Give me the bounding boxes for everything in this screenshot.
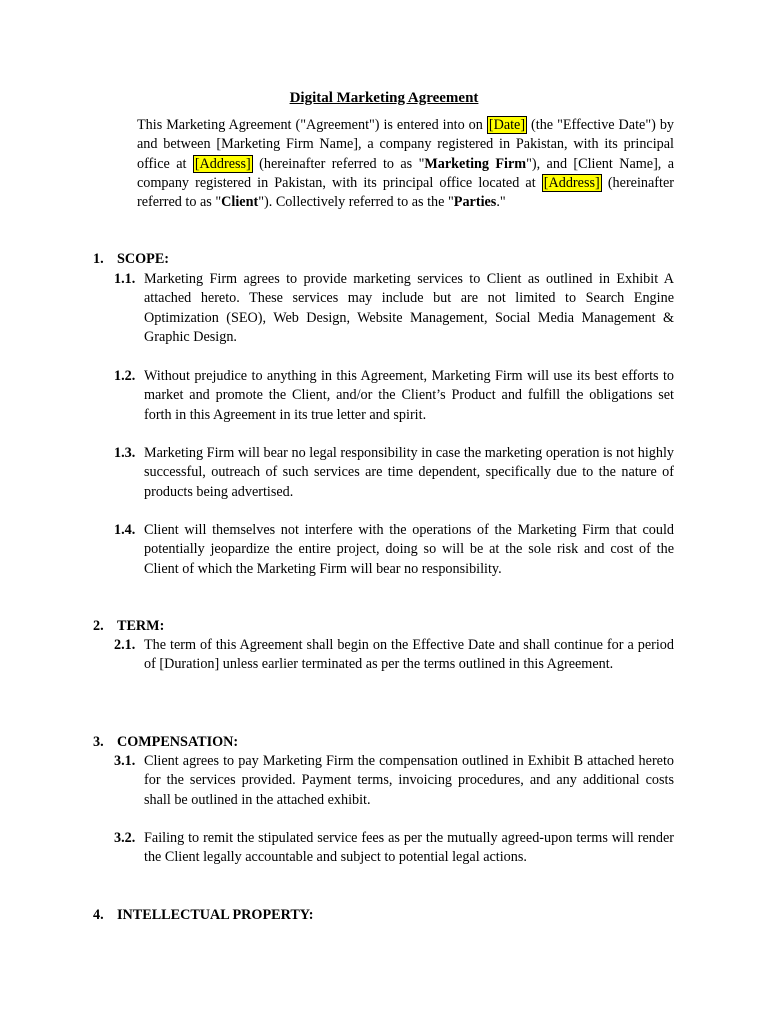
section-heading-term xyxy=(93,617,164,636)
clause-1-1 xyxy=(114,270,674,347)
clause-3-1 xyxy=(114,752,674,810)
address-placeholder: [Address] xyxy=(194,155,251,172)
clause-text: Client agrees to pay Marketing Firm the compensation outlined in Exhibit B attached hereto for the services provided. Payment terms, invoicing procedures, and any additional costs shall be outlined in the attached exhibit. xyxy=(144,753,674,808)
intro-text: (hereinafter referred to as " xyxy=(252,155,425,172)
clause-number: 1.2. xyxy=(114,368,136,384)
clause-1-3 xyxy=(114,444,674,502)
clause-1-2 xyxy=(114,367,674,425)
defined-term-parties: Parties xyxy=(453,194,497,211)
section-number: 3. xyxy=(93,734,104,750)
clause-text: Marketing Firm agrees to provide marketing services to Client as outlined in Exhibit A attached hereto. These services may include but are not limited to Search Engine Optimization (SEO), Web Design, Website Management, Social Media Management & Graphic Design. xyxy=(144,271,674,345)
address-placeholder: [Address] xyxy=(543,174,600,191)
intro-text: "). Collectively referred to as the " xyxy=(258,194,454,211)
section-title: INTELLECTUAL PROPERTY: xyxy=(117,907,314,923)
section-number: 4. xyxy=(93,907,104,923)
section-title: SCOPE: xyxy=(117,251,170,267)
clause-number: 1.4. xyxy=(114,522,136,538)
intro-paragraph xyxy=(137,116,674,212)
section-number: 2. xyxy=(93,618,104,634)
clause-number: 2.1. xyxy=(114,637,136,653)
intro-text: "), and [Client Name], a company registered in Pakistan, with its principal office located at xyxy=(137,155,675,191)
intro-text: (hereinafter referred to as " xyxy=(137,174,674,211)
clause-number: 3.1. xyxy=(114,753,136,769)
section-heading-compensation xyxy=(93,733,238,752)
date-placeholder: [Date] xyxy=(488,117,526,133)
clause-3-2 xyxy=(114,829,674,868)
clause-text: Failing to remit the stipulated service fees as per the mutually agreed-upon terms will render the Client legally accountable and subject to potential legal actions. xyxy=(144,830,674,866)
clause-2-1 xyxy=(114,636,674,675)
clause-text: Marketing Firm will bear no legal responsibility in case the marketing operation is not highly successful, outreach of such services are time dependent, specifically due to the nature of products being advertised. xyxy=(144,445,674,500)
document-title: Digital Marketing Agreement xyxy=(289,90,479,106)
intro-text: (the "Effective Date") by and between [Marketing Firm Name], a company registered in Pakistan, with its principal office at xyxy=(137,117,675,172)
clause-number: 1.3. xyxy=(114,445,136,461)
defined-term-marketing-firm: Marketing Firm xyxy=(424,155,527,172)
clause-number: 1.1. xyxy=(114,271,136,287)
section-heading-intellectual-property xyxy=(93,906,313,925)
intro-text: ." xyxy=(496,194,506,211)
clause-text: Client will themselves not interfere with the operations of the Marketing Firm that could potentially jeopardize the entire project, doing so will be at the sole risk and cost of the Client of which the Marketing Firm will bear no responsibility. xyxy=(144,522,674,577)
section-heading-scope xyxy=(93,250,169,269)
section-title: TERM: xyxy=(117,618,165,634)
section-number: 1. xyxy=(93,251,104,267)
intro-text: This Marketing Agreement ("Agreement") is entered into on xyxy=(137,117,487,133)
clause-text: The term of this Agreement shall begin on the Effective Date and shall continue for a period of [Duration] unless earlier terminated as per the terms outlined in this Agreement. xyxy=(144,637,674,673)
clause-text: Without prejudice to anything in this Agreement, Marketing Firm will use its best efforts to market and promote the Client, and/or the Client’s Product and fulfill the obligations set forth in this Agreement in its true letter and spirit. xyxy=(144,368,674,423)
section-title: COMPENSATION: xyxy=(117,734,239,750)
defined-term-client: Client xyxy=(221,194,259,211)
clause-1-4 xyxy=(114,521,674,579)
clause-number: 3.2. xyxy=(114,830,136,846)
